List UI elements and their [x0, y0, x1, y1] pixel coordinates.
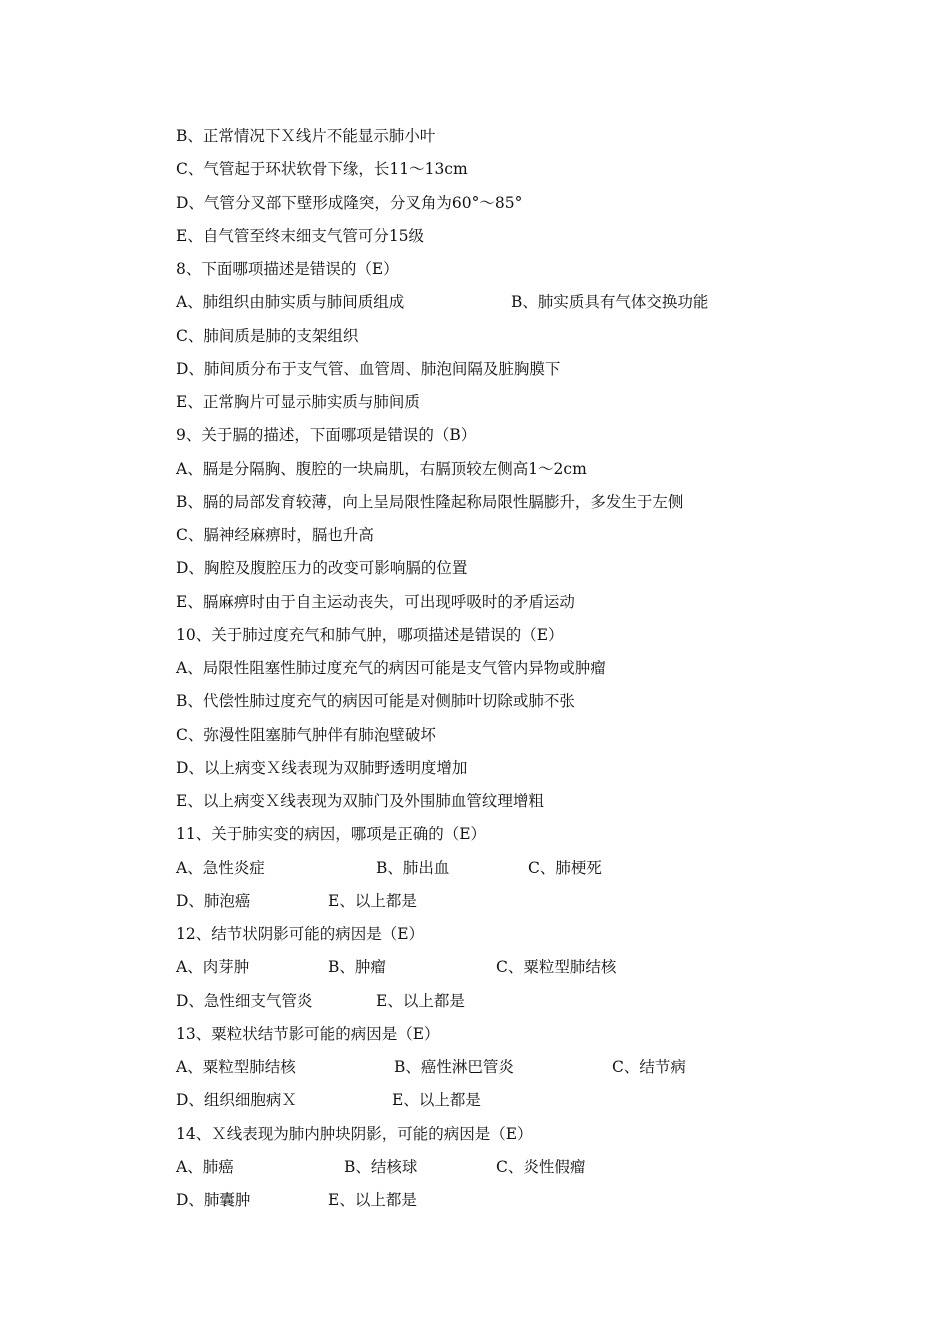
option-text: D、以上病变Ｘ线表现为双肺野透明度增加 [176, 759, 468, 777]
option-text: B、肺出血 [376, 859, 450, 877]
option-text: B、代偿性肺过度充气的病因可能是对侧肺叶切除或肺不张 [176, 692, 575, 710]
option-text: D、急性细支气管炎 [176, 992, 313, 1010]
option-text: E、正常胸片可显示肺实质与肺间质 [176, 393, 420, 411]
option-text: C、弥漫性阻塞肺气肿伴有肺泡壁破坏 [176, 726, 436, 744]
option-text: A、肺癌 [176, 1158, 234, 1176]
option-text: C、肺间质是肺的支架组织 [176, 327, 359, 345]
option-text: B、正常情况下Ｘ线片不能显示肺小叶 [176, 127, 436, 145]
option-text: A、肺组织由肺实质与肺间质组成 [176, 293, 405, 311]
question-text: 12、结节状阴影可能的病因是（E） [176, 925, 425, 943]
option-text: D、肺间质分布于支气管、血管周、肺泡间隔及脏胸膜下 [176, 360, 561, 378]
option-text: C、肺梗死 [528, 859, 602, 877]
option-text: D、胸腔及腹腔压力的改变可影响膈的位置 [176, 559, 468, 577]
question-text: 10、关于肺过度充气和肺气肿，哪项描述是错误的（E） [176, 626, 564, 644]
option-text: E、以上都是 [392, 1091, 481, 1109]
option-text: B、癌性淋巴管炎 [394, 1058, 514, 1076]
option-text: D、组织细胞病Ｘ [176, 1091, 297, 1109]
option-text: A、急性炎症 [176, 859, 265, 877]
option-text: E、以上病变Ｘ线表现为双肺门及外围肺血管纹理增粗 [176, 792, 544, 810]
option-text: E、以上都是 [328, 1191, 417, 1209]
question-text: 9、关于膈的描述，下面哪项是错误的（B） [176, 426, 477, 444]
option-text: B、肺实质具有气体交换功能 [511, 293, 709, 311]
option-text: B、膈的局部发育较薄，向上呈局限性隆起称局限性膈膨升，多发生于左侧 [176, 493, 684, 511]
option-text: C、气管起于环状软骨下缘，长11～13cm [176, 160, 468, 178]
option-text: C、粟粒型肺结核 [496, 958, 617, 976]
option-text: A、膈是分隔胸、腹腔的一块扁肌，右膈顶较左侧高1～2cm [176, 460, 587, 478]
option-text: E、自气管至终末细支气管可分15级 [176, 227, 425, 245]
option-text: E、以上都是 [328, 892, 417, 910]
option-text: C、炎性假瘤 [496, 1158, 586, 1176]
option-text: A、肉芽肿 [176, 958, 250, 976]
option-text: B、结核球 [344, 1158, 418, 1176]
option-text: D、气管分叉部下壁形成隆突，分叉角为60°～85° [176, 194, 523, 212]
question-text: 14、Ｘ线表现为肺内肿块阴影，可能的病因是（E） [176, 1125, 533, 1143]
option-text: A、局限性阻塞性肺过度充气的病因可能是支气管内异物或肿瘤 [176, 659, 606, 677]
option-text: C、膈神经麻痹时，膈也升高 [176, 526, 374, 544]
question-text: 8、下面哪项描述是错误的（E） [176, 260, 399, 278]
question-text: 13、粟粒状结节影可能的病因是（E） [176, 1025, 440, 1043]
option-text: C、结节病 [612, 1058, 686, 1076]
option-text: A、粟粒型肺结核 [176, 1058, 296, 1076]
option-text: D、肺泡癌 [176, 892, 251, 910]
option-text: D、肺囊肿 [176, 1191, 251, 1209]
option-text: E、以上都是 [376, 992, 465, 1010]
option-text: B、肿瘤 [328, 958, 386, 976]
option-text: E、膈麻痹时由于自主运动丧失，可出现呼吸时的矛盾运动 [176, 593, 575, 611]
question-text: 11、关于肺实变的病因，哪项是正确的（E） [176, 825, 487, 843]
